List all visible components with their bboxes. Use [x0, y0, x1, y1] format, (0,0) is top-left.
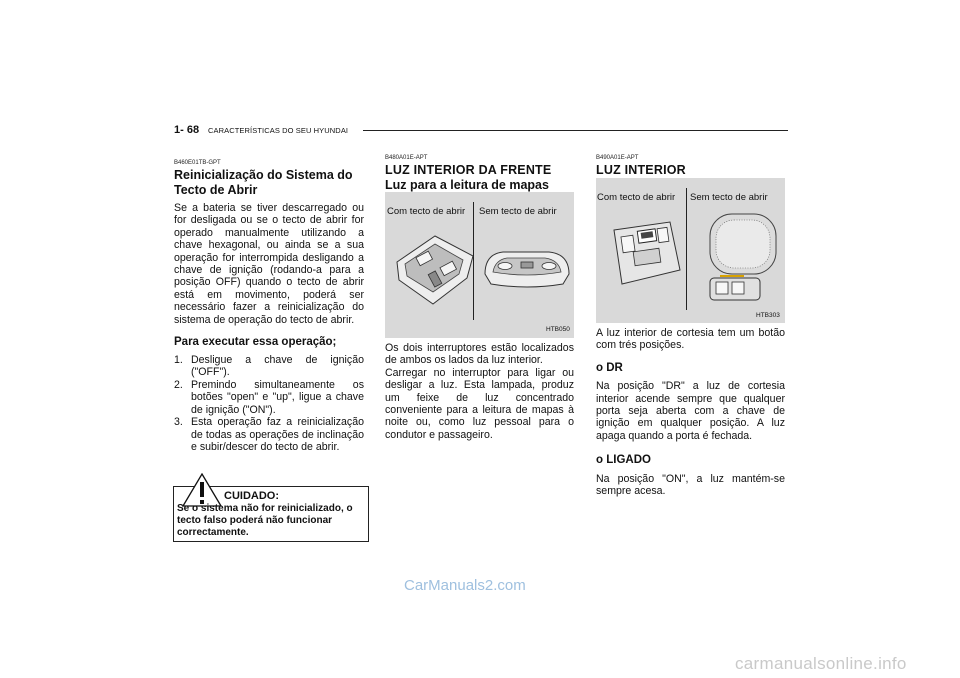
- list-item: [174, 416, 364, 453]
- reset-paragraph: Se a bateria se tiver descarregado ou for desligada ou se o tecto de abrir for operado manualmente utilizando a chave hexagonal, ou ainda se a sua operação for interrompida desligando a chave de ignição (rodando-a para a posição OFF) quando o tecto de abrir está em movimento, poderá ser necessário fazer a reinicialização do sistema de operação do tecto de abrir.: [174, 202, 364, 326]
- step-text: Desligue a chave de ignição ("OFF").: [191, 354, 364, 379]
- intro-paragraph: A luz interior de cortesia tem um botão com trés posições.: [596, 327, 785, 352]
- step-text: Esta operação faz a reinicialização de todas as operações de inclinação e subir/descer do tecto de abrir.: [191, 416, 364, 453]
- map-light-paragraph: Carregar no interruptor para ligar ou desligar a luz. Esta lampada, produz um feixe de luz concentrado conveniente para a leitura de mapas à noite ou, como luz pessoal para o condutor e passageiro.: [385, 366, 574, 441]
- figure-label-with-sunroof: Com tecto de abrir: [597, 192, 676, 203]
- dr-paragraph: Na posição "DR" a luz de cortesia interior acende sempre que qualquer porta seja aberta com a chave de ignição em qualquer posição. A luz apaga quando a porta é fechada.: [596, 380, 785, 442]
- list-item: [174, 354, 364, 379]
- figure-code: HTB303: [756, 312, 780, 319]
- column-1: [174, 160, 364, 453]
- watermark-carmanuals2: CarManuals2.com: [404, 577, 526, 594]
- switch-location-paragraph: Os dois interruptores estão localizados de ambos os lados da luz interior.: [385, 342, 574, 367]
- step-number: 1.: [174, 354, 183, 367]
- step-number: 3.: [174, 416, 183, 429]
- watermark-carmanualsonline: carmanualsonline.info: [735, 654, 907, 673]
- figure-label-without-sunroof: Sem tecto de abrir: [479, 206, 557, 217]
- section-code: B480A01E-APT: [385, 155, 428, 161]
- section-code: B460E01TB-GPT: [174, 160, 221, 166]
- column-3: [596, 155, 786, 178]
- figure-code: HTB050: [546, 326, 570, 333]
- warning-triangle-icon: [182, 473, 222, 507]
- caution-title: CUIDADO:: [224, 490, 279, 502]
- page-number: 1- 68: [174, 124, 200, 136]
- section-code: B490A01E-APT: [596, 155, 639, 161]
- steps-list: [174, 354, 364, 453]
- dr-heading: o DR: [596, 361, 623, 374]
- section-heading: Reinicialização do Sistema do Tecto de Abrir: [174, 168, 353, 197]
- column-3-text: [596, 327, 785, 497]
- step-text: Premindo simultaneamente os botões "open" e "up", ligue a chave de ignição ("ON").: [191, 378, 364, 416]
- body-paragraph: [174, 202, 364, 326]
- front-light-figure: [385, 192, 574, 338]
- figure-label-without-sunroof: Sem tecto de abrir: [690, 192, 768, 203]
- caution-box: [173, 486, 369, 542]
- section-heading: LUZ INTERIOR: [596, 163, 686, 177]
- list-item: [174, 379, 364, 416]
- on-heading: o LIGADO: [596, 454, 651, 467]
- header-rule: [363, 130, 788, 131]
- sub-heading: Para executar essa operação;: [174, 336, 337, 349]
- column-2: [385, 155, 577, 193]
- column-2-text: [385, 342, 574, 441]
- section-title: CARACTERÍSTICAS DO SEU HYUNDAI: [208, 126, 349, 135]
- on-paragraph: Na posição "ON", a luz mantém-se sempre acesa.: [596, 472, 785, 498]
- map-light-illustration: [385, 222, 574, 322]
- section-heading: LUZ INTERIOR DA FRENTE: [385, 163, 552, 177]
- figure-label-with-sunroof: Com tecto de abrir: [387, 206, 466, 217]
- interior-light-figure: [596, 178, 785, 323]
- interior-light-illustration: [596, 208, 785, 308]
- step-number: 2.: [174, 378, 183, 391]
- section-subheading: Luz para a leitura de mapas: [385, 178, 549, 192]
- caution-text: Se o sistema não for reinicializado, o tecto falso poderá não funcionar correctamente.: [177, 503, 353, 538]
